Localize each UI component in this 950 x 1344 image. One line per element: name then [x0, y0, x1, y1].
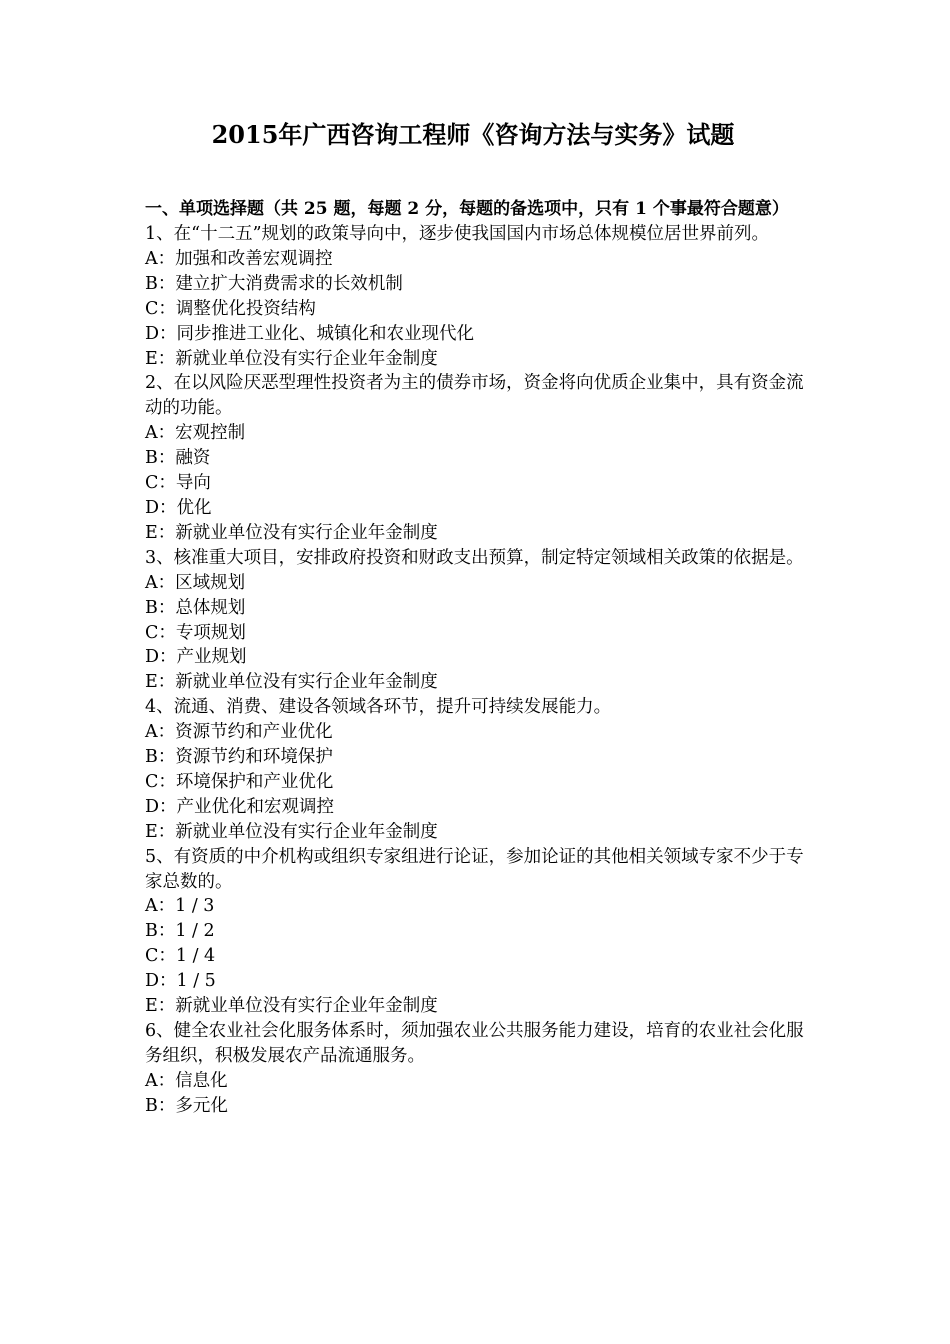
document-body — [145, 197, 810, 1119]
option-d: D：1 / 5 — [145, 971, 216, 992]
option-e: E：新就业单位没有实行企业年金制度 — [145, 348, 438, 369]
question-4 — [145, 695, 810, 844]
option-d: D：产业规划 — [145, 647, 247, 668]
option-b: B：1 / 2 — [145, 921, 215, 942]
option-a: A：资源节约和产业优化 — [145, 722, 333, 743]
question-stem: 1、在“十二五”规划的政策导向中，逐步使我国国内市场总体规模位居世界前列。 — [145, 224, 770, 244]
option-e: E：新就业单位没有实行企业年金制度 — [145, 522, 438, 543]
section-heading: 一、单项选择题（共 25 题，每题 2 分，每题的备选项中，只有 1 个事最符合题意） — [145, 199, 789, 219]
option-a: A：1 / 3 — [145, 896, 215, 917]
option-c: C：1 / 4 — [145, 946, 216, 967]
question-stem: 3、核准重大项目，安排政府投资和财政支出预算，制定特定领域相关政策的依据是。 — [145, 547, 804, 568]
option-a: A：区域规划 — [145, 572, 246, 593]
option-c: C：环境保护和产业优化 — [145, 771, 334, 792]
option-b: B：多元化 — [145, 1095, 228, 1116]
question-5 — [145, 845, 810, 1019]
question-2 — [145, 371, 810, 545]
option-c: C：导向 — [145, 473, 211, 494]
option-a: A：宏观控制 — [145, 423, 246, 444]
option-c: C：专项规划 — [145, 622, 246, 643]
document-title: 2015年广西咨询工程师《咨询方法与实务》试题 — [211, 120, 735, 149]
question-1 — [145, 222, 810, 371]
option-e: E：新就业单位没有实行企业年金制度 — [145, 996, 438, 1017]
question-6 — [145, 1019, 810, 1119]
question-stem: 6、健全农业社会化服务体系时，须加强农业公共服务能力建设，培育的农业社会化服务组织，积极发展农产品流通服务。 — [145, 1021, 804, 1066]
option-b: B：建立扩大消费需求的长效机制 — [145, 273, 403, 294]
question-stem: 5、有资质的中介机构或组织专家组进行论证，参加论证的其他相关领域专家不少于专家总数的。 — [145, 846, 804, 892]
option-d: D：同步推进工业化、城镇化和农业现代化 — [145, 323, 475, 344]
option-b: B：总体规划 — [145, 597, 246, 618]
question-stem: 4、流通、消费、建设各领域各环节，提升可持续发展能力。 — [145, 697, 612, 718]
question-3 — [145, 546, 810, 695]
option-b: B：融资 — [145, 448, 211, 469]
option-a: A：加强和改善宏观调控 — [145, 248, 333, 269]
option-e: E：新就业单位没有实行企业年金制度 — [145, 672, 438, 693]
option-a: A：信息化 — [145, 1070, 228, 1091]
option-c: C：调整优化投资结构 — [145, 298, 316, 319]
question-stem: 2、在以风险厌恶型理性投资者为主的债券市场，资金将向优质企业集中，具有资金流动的功能。 — [145, 373, 804, 419]
option-d: D：产业优化和宏观调控 — [145, 796, 335, 817]
option-e: E：新就业单位没有实行企业年金制度 — [145, 821, 438, 842]
option-d: D：优化 — [145, 497, 212, 518]
option-b: B：资源节约和环境保护 — [145, 747, 333, 768]
